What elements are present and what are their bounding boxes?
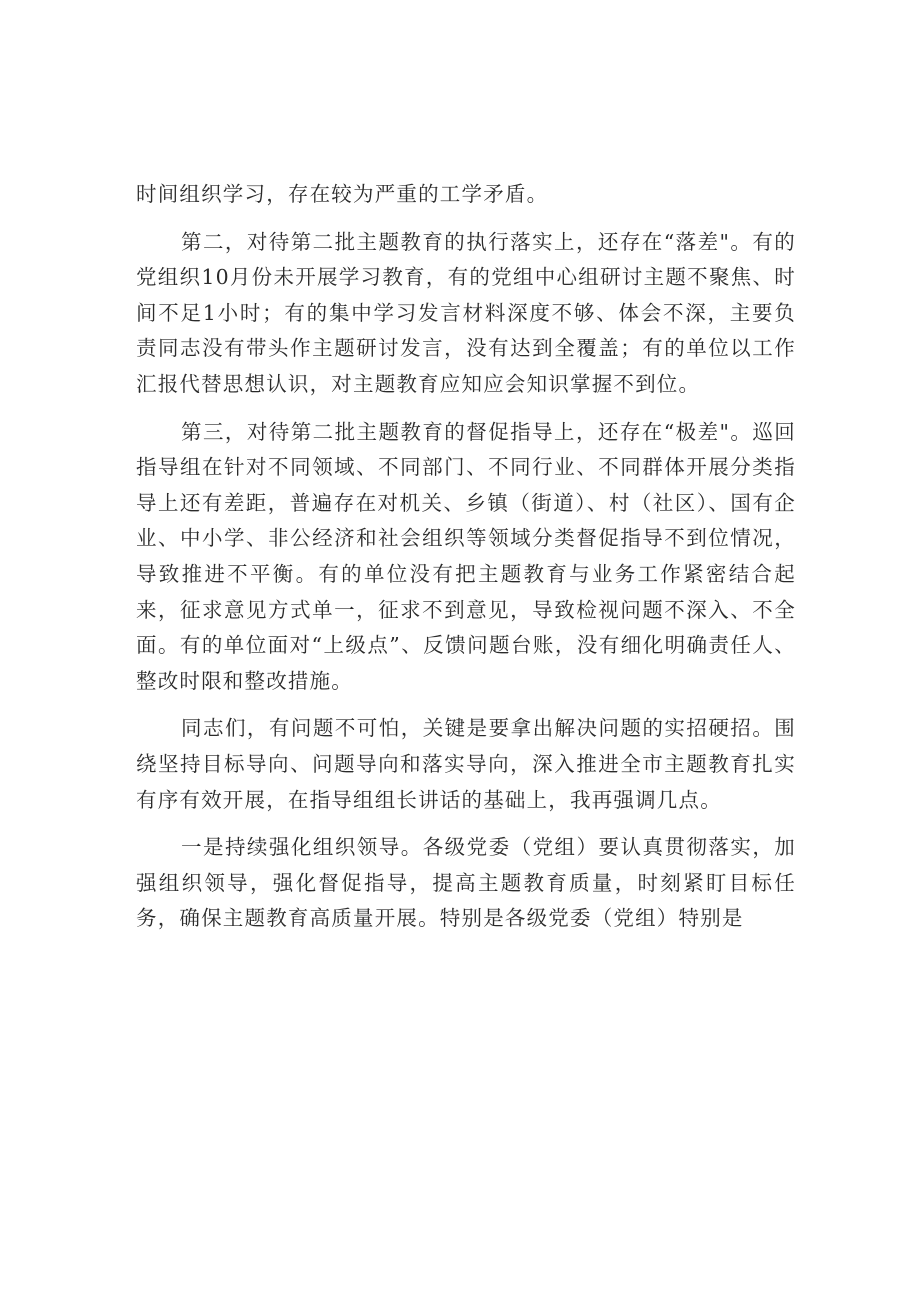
paragraph-address-comrades: 同志们，有问题不可怕，关键是要拿出解决问题的实招硬招。围绕坚持目标导向、问题导向和落实导向，深入推进全市主题教育扎实有序有效开展，在指导组组长讲话的基础上，我再强调几点。 [136,716,796,812]
paragraph-first-requirement: 一是持续强化组织领导。各级党委（党组）要认真贯彻落实，加强组织领导，强化督促指导，提高主题教育质量，时刻紧盯目标任务，确保主题教育高质量开展。特别是各级党委（党组）特别是 [136,835,796,931]
paragraph-second-point: 第二，对待第二批主题教育的执行落实上，还存在“落差"。有的党组织10月份未开展学习教育，有的党组中心组研讨主题不聚焦、时间不足1小时；有的集中学习发言材料深度不够、体会不深，主要负责同志没有带头作主题研讨发言，没有达到全覆盖；有的单位以工作汇报代替思想认识，对主题教育应知应会知识掌握不到位。 [136,229,796,396]
paragraph-gap [136,699,796,711]
paragraph-continuation: 时间组织学习，存在较为严重的工学矛盾。 [136,182,549,206]
paragraph-gap [136,213,796,225]
paragraph-gap [136,403,796,415]
document-body [136,177,796,937]
paragraph-gap [136,818,796,830]
paragraph-third-point: 第三，对待第二批主题教育的督促指导上，还存在“极差"。巡回指导组在针对不同领域、不同部门、不同行业、不同群体开展分类指导上还有差距，普遍存在对机关、乡镇（街道）、村（社区）、国有企业、中小学、非公经济和社会组织等领域分类督促指导不到位情况，导致推进不平衡。有的单位没有把主题教育与业务工作紧密结合起来，征求意见方式单一，征求不到意见，导致检视问题不深入、不全面。有的单位面对“上级点”、反馈问题台账，没有细化明确责任人、整改时限和整改措施。 [136,419,796,693]
